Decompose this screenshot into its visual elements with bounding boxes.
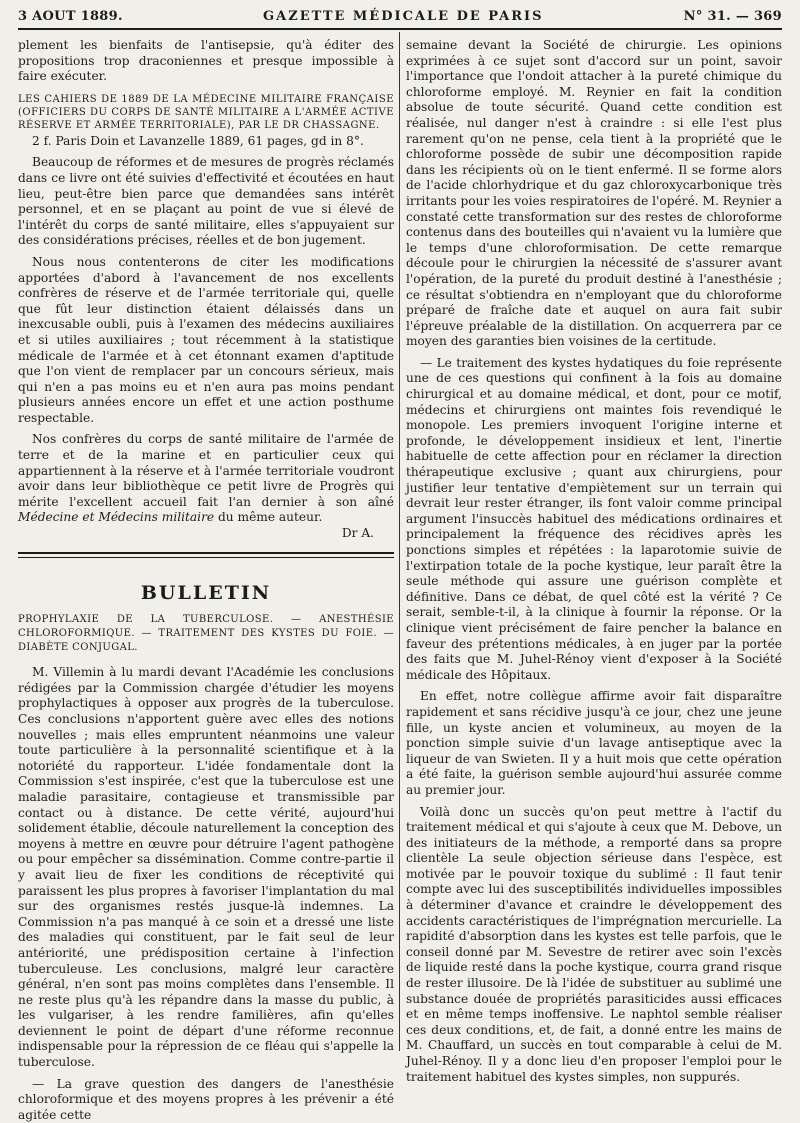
page-header — [18, 4, 782, 30]
paragraph: Voilà donc un succès qu'on peut mettre à l'actif du traitement médical et qui s'ajoute à ceux que M. Debove, un des initiateurs de la méthode, a remporté dans sa propre clientèle La seule objection sérieuse dans l'espèce, est motivée par le pouvoir toxique du sublimé : Il faut tenir compte avec lui des susceptibilités individuelles impossibles à déterminer d'avance et craindre le développement des accidents caractéristiques de l'imprégnation mercurielle. La rapidité d'absorption dans les kystes est telle parfois, que le conseil donné par M. Sevestre de retirer avec soin l'excès de liquide resté dans la poche kystique, courra grand risque de rester illusoire. De là l'idée de substituer au sublimé une substance douée de propriétés parasiticides aussi efficaces et en même temps inoffensive. Le naphtol semble réaliser ces deux conditions, et, de fait, a donné entre les mains de M. Chauffard, un succès en tout comparable à celui de M. Juhel-Rénoy. Il y a donc lieu d'en proposer l'emploi pour le traitement habituel des kystes simples, non suppurés. — [406, 804, 782, 1084]
paragraph: plement les bienfaits de l'antisepsie, qu'à éditer des propositions trop draconiennes et presque impossible à faire exécuter. — [18, 38, 394, 84]
paragraph-text: du même auteur. — [214, 510, 323, 525]
paragraph: M. Villemin à lu mardi devant l'Académie les conclusions rédigées par la Commission chargée d'étudier les moyens prophylactiques à opposer aux progrès de la tuberculose. Ces conclusions n'apportent guère avec elles des notions nouvelles ; mais elles empruntent néanmoins une valeur toute particulière à la personnalité scientifique et à la notoriété du rapporteur. L'idée fondamentale dont la Commission s'est inspirée, c'est que la tuberculose est une maladie parasitaire, contagieuse et transmissible par contact ou à distance. De cette vérité, aujourd'hui solidement établie, découle naturellement la conception des moyens à mettre en œuvre pour détruire l'agent pathogène ou pour empêcher sa dissémination. Comme contre-partie il y avait lieu de fixer les conditions de réceptivité qui paraissent les plus propres à favoriser l'implantation du mal sur des organismes restés jusque-là indemnes. La Commission n'a pas manqué à ce soin et a dressé une liste des maladies qui constituent, par le fait seul de leur antériorité, une prédisposition certaine à l'infection tuberculeuse. Les conclusions, malgré leur caractère général, n'en sont pas moins complètes dans l'ensemble. Il ne reste plus qu'à les répandre dans la masse du public, à les vulgariser, à les rendre familières, afin qu'elles deviennent le point de départ d'une réforme reconnue indispensable pour la répression de ce fléau qui s'appelle la tuberculose. — [18, 665, 394, 1070]
section-rule — [18, 557, 394, 558]
issue-page-number: N° 31. — 369 — [683, 8, 782, 24]
author-signature: Dr A. — [341, 526, 374, 541]
paragraph: Beaucoup de réformes et de mesures de progrès réclamés dans ce livre ont été suivies d'effectivité et écoutées en haut lieu, peut-être bien parce que demandées sans intérêt personnel, et en se plaçant au point de vue si élevé de l'intérêt du corps de santé militaire, elles s'appuyaient sur des considérations précises, réelles et de bon jugement. — [18, 155, 394, 248]
bulletin-subheads: PROPHYLAXIE DE LA TUBERCULOSE. — ANESTHÉSIE CHLOROFORMIQUE. — TRAITEMENT DES KYSTES DU FOIE. — DIABÈTE CONJUGAL. — [18, 614, 394, 654]
issue-date: 3 AOUT 1889. — [18, 8, 123, 24]
bulletin-heading: BULLETIN — [140, 581, 272, 604]
section-rule — [18, 552, 394, 554]
book-review-publication: 2 f. Paris Doin et Lavanzelle 1889, 61 pages, gd in 8°. — [32, 133, 364, 148]
book-title: Médecine et Médecins militaire — [18, 510, 215, 525]
paragraph: En effet, notre collègue affirme avoir fait disparaître rapidement et sans récidive jusqu'à ce jour, chez une jeune fille, un kyste ancien et volumineux, au moyen de la ponction simple suivie d'un lavage antiseptique avec la liqueur de van Swieten. Il y a huit mois que cette opération a été faite, la guérison semble aujourd'hui assurée comme au premier jour. — [406, 689, 782, 797]
book-review-title: LES CAHIERS DE 1889 DE LA MÉDECINE MILITAIRE FRANÇAISE (OFFICIERS DU CORPS DE SANTÉ MILITAIRE A L'ARMÉE ACTIVE RÉSERVE ET ARMÉE TERRITORIALE), PAR LE DR CHASSAGNE. — [18, 93, 394, 131]
paragraph-text: Nos confrères du corps de santé militaire de l'armée de terre et de la marine et en particulier ceux qui appartiennent à la réserve et à l'armée territoriale voudront avoir dans leur bibliothèque ce petit livre de Progrès qui mérite l'excellent accueil fait l'an dernier à son aîné — [18, 432, 394, 509]
journal-title: GAZETTE MÉDICALE DE PARIS — [263, 8, 544, 24]
column-divider — [399, 32, 400, 1051]
right-column — [406, 38, 782, 1084]
paragraph: Nous nous contenterons de citer les modifications apportées d'abord à l'avancement de nos excellents confrères de réserve et de l'armée territoriale qui, quelle que fût leur distinction étaient délaissés dans un inexcusable oubli, puis à l'examen des médecins auxiliaires et si utiles auxiliaires ; tout récemment à la statistique médicale de l'armée et à cet étonnant examen d'aptitude que l'on vient de remplacer par un concours sérieux, mais qui n'en a pas moins eu et n'en aura pas moins pendant plusieurs années encore un effet et une action posthume respectable. — [18, 254, 394, 425]
paragraph — [18, 432, 394, 541]
left-column — [18, 38, 394, 1122]
paragraph: — La grave question des dangers de l'anesthésie chloroformique et des moyens propres à les prévenir a été agitée cette — [18, 1076, 394, 1122]
paragraph: semaine devant la Société de chirurgie. Les opinions exprimées à ce sujet sont d'accord sur un point, savoir l'importance que l'ondoit attacher à la pureté chimique du chloroforme employé. M. Reynier en fait la condition absolue de toute sécurité. Quand cette condition est réalisée, nul danger n'est à craindre : si elle l'est plus rarement qu'on ne pense, cela tient à la propriété que le chloroforme possède de subir une décomposition rapide dans les récipients où on le tient enfermé. Il se forme alors de l'acide chlorhydrique et du gaz chloroxycarbonique très irritants pour les voies respiratoires de l'opéré. M. Reynier a constaté cette transformation sur des restes de chloroforme contenus dans des bouteilles qui n'avaient vu la lumière que le temps d'une chloroformisation. De cette remarque découle pour le chirurgien la nécessité de s'assurer avant l'opération, de la pureté du produit destiné à l'anesthésie ; ce résultat s'obtiendra en n'employant que du chloroforme préparé de fraîche date et auquel on aura fait subir l'épreuve préalable de la distillation. On acquerrera par ce moyen des garanties bien voisines de la certitude. — [406, 38, 782, 349]
paragraph: — Le traitement des kystes hydatiques du foie représente une de ces questions qui confinent à la fois au domaine chirurgical et au domaine médical, et dont, pour ce motif, médecins et chirurgiens ont maintes fois revendiqué le monopole. Les premiers invoquent l'origine interne et profonde, le développement insidieux et lent, l'inertie habituelle de cette affection pour en réclamer la direction thérapeutique exclusive ; quant aux chirurgiens, pour justifier leur tentative d'empiètement sur un terrain qui devrait leur rester étranger, ils font valoir comme principal argument l'insuccès habituel des médications ordinaires et principalement la fréquence des récidives après les ponctions simples et répétées : la laparotomie suivie de l'extirpation totale de la poche kystique, leur paraît être la seule méthode qui assure une guérison complète et définitive. Dans ce débat, de quel côté est la vérité ? Ce serait, semble-t-il, à la clinique à fournir la réponse. Or la clinique vient précisément de faire pencher la balance en faveur des prétentions médicales, à en juger par la portée des faits que M. Juhel-Rénoy vient d'exposer à la Société médicale des Hôpitaux. — [406, 355, 782, 682]
